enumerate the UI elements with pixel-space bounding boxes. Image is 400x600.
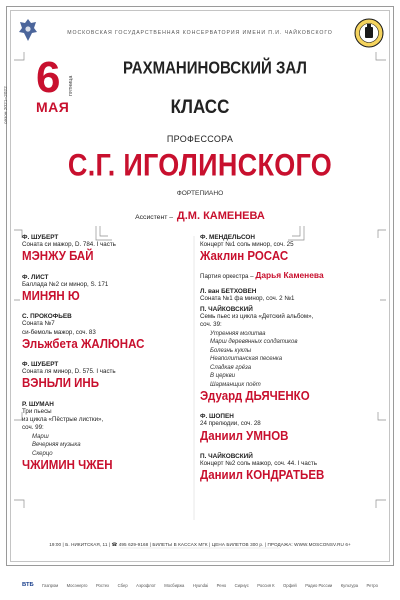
- program-item: [200, 413, 370, 443]
- orchestra-label: Партия оркестра –: [200, 272, 254, 280]
- piece: В церкви: [210, 373, 236, 380]
- composer: Ф. ШОПЕН: [200, 413, 234, 421]
- performer: Даниил УМНОВ: [200, 429, 289, 444]
- work: Баллада №2 си минор, S. 171: [22, 280, 109, 288]
- composer: Л. ван БЕТХОВЕН: [200, 287, 257, 295]
- work: Семь пьес из цикла «Детский альбом»,: [200, 312, 314, 320]
- instrument: ФОРТЕПИАНО: [176, 190, 224, 197]
- hall-name: РАХМАНИНОВСКИЙ ЗАЛ: [123, 58, 307, 79]
- performer: Эльжбета ЖАЛЮНАС: [22, 337, 145, 352]
- work: соч. 99:: [22, 424, 44, 432]
- class-heading: КЛАСС: [170, 95, 230, 118]
- sponsor-logo: Рено: [216, 582, 227, 588]
- professor-label: ПРОФЕССОРА: [166, 134, 234, 144]
- program-item: [200, 453, 370, 483]
- work: Соната си мажор, D. 784. I часть: [22, 241, 116, 248]
- season-wrapper: [4, 64, 14, 124]
- program-item: [200, 306, 370, 404]
- work: 24 прелюдии, соч. 28: [200, 420, 261, 428]
- composer: Ф. МЕНДЕЛЬСОН: [200, 234, 255, 241]
- composer: Ф. ШУБЕРТ: [22, 361, 59, 369]
- work: Концерт №2 соль мажор, соч. 44. I часть: [200, 460, 317, 468]
- piece: Вечерняя музыка: [32, 442, 81, 449]
- composer: П. ЧАЙКОВСКИЙ: [200, 305, 253, 313]
- weekday-wrapper: [68, 66, 78, 100]
- professor-name: С.Г. ИГОЛИНСКОГО: [67, 147, 333, 183]
- day-number: 6: [36, 53, 61, 102]
- program-right-column: [200, 234, 370, 493]
- program-item: [22, 234, 192, 264]
- sponsor-logo: Радио России: [305, 582, 333, 588]
- piece: Марш деревянных солдатиков: [210, 339, 298, 346]
- sponsor-logo: Газпром: [42, 582, 59, 588]
- sponsor-logo: Ретро: [366, 582, 378, 588]
- weekday: пятница: [68, 75, 74, 96]
- sponsor-logo: Hyundai: [192, 582, 209, 588]
- russian-coat-of-arms-icon: [17, 17, 39, 43]
- piece: Неаполитанская песенка: [210, 356, 283, 363]
- sponsor-logo: Сириус: [234, 582, 249, 588]
- work: си-бемоль мажор, соч. 83: [22, 328, 96, 336]
- performer: Эдуард ДЬЯЧЕНКО: [200, 390, 310, 404]
- work: Соната №1 фа минор, соч. 2 №1: [200, 294, 295, 302]
- piece: Марш: [32, 433, 49, 440]
- conservatory-seal-icon: [354, 18, 384, 48]
- composer: П. ЧАЙКОВСКИЙ: [200, 453, 253, 461]
- program-item: [200, 234, 370, 264]
- sponsor-logo: Ростех: [95, 582, 110, 588]
- sponsor-logo: Культура: [340, 582, 359, 588]
- orchestra-name: Дарья Каменева: [255, 269, 324, 280]
- performer: ЧЖИМИН ЧЖЕН: [22, 459, 113, 473]
- work: Концерт №1 соль минор, соч. 25: [200, 241, 294, 248]
- sponsor-logo: Мосэнерго: [66, 582, 88, 588]
- date-block: [22, 53, 88, 126]
- conservatory-name: МОСКОВСКАЯ ГОСУДАРСТВЕННАЯ КОНСЕРВАТОРИЯ ИМЕНИ П.И. ЧАЙКОВСКОГО: [67, 30, 333, 36]
- sponsor-logo: Аэрофлот: [136, 582, 156, 588]
- program-item: [200, 288, 370, 303]
- orchestra-line: [200, 270, 370, 280]
- sponsor-logo: Сбер: [117, 582, 128, 588]
- footer-info: 19:00 | Б. НИКИТСКАЯ, 11 | ☎ 495 629-9168 | БИЛЕТЫ В КАССАХ МГК | ЦЕНА БИЛЕТОВ 300 р. | ПРОДАЖА: WWW.MOSCONSV.RU 6+: [49, 542, 351, 547]
- performer: ВЭНЬЛИ ИНЬ: [22, 377, 99, 391]
- sponsor-logo: Мосбиржа: [164, 582, 185, 588]
- sponsor-logos: [22, 576, 378, 594]
- performer: Даниил КОНДРАТЬЕВ: [200, 469, 325, 483]
- piece: Шарманщик поёт: [210, 381, 261, 388]
- performer: МЭНЖУ БАЙ: [22, 250, 94, 264]
- composer: Ф. ШУБЕРТ: [22, 234, 59, 241]
- composer: Р. ШУМАН: [22, 400, 54, 408]
- performer: МИНЯН Ю: [22, 289, 80, 304]
- piece: Утренняя молитва: [210, 330, 266, 337]
- assistant-line: [60, 210, 340, 222]
- composer: Ф. ЛИСТ: [22, 273, 49, 281]
- sponsor-logo: ВТБ: [22, 582, 34, 588]
- assistant-label: Ассистент –: [135, 214, 174, 221]
- program-left-column: [22, 234, 192, 483]
- season-label: сезон 2021–2022: [4, 86, 9, 124]
- work: Соната №7: [22, 320, 55, 328]
- program-item: [22, 401, 192, 473]
- program-item: [22, 313, 192, 351]
- sponsor-logo: Россия К: [257, 582, 275, 588]
- program-item: [22, 274, 192, 304]
- piece: Болезнь куклы: [210, 347, 252, 354]
- assistant-name: Д.М. КАМЕНЕВА: [176, 210, 265, 222]
- sponsor-logo: Орфей: [283, 582, 297, 588]
- work: из цикла «Пёстрые листки»,: [22, 416, 104, 424]
- program-item: [22, 361, 192, 391]
- performer: Жаклин РОСАС: [200, 250, 289, 264]
- work: соч. 39:: [200, 321, 222, 329]
- work: Соната ля минор, D. 575. I часть: [22, 368, 116, 376]
- composer: С. ПРОКОФЬЕВ: [22, 313, 72, 321]
- piece: Скерцо: [32, 450, 53, 457]
- month: МАЯ: [36, 99, 70, 115]
- piece: Сладкая грёза: [210, 364, 252, 371]
- work: Три пьесы: [22, 407, 52, 415]
